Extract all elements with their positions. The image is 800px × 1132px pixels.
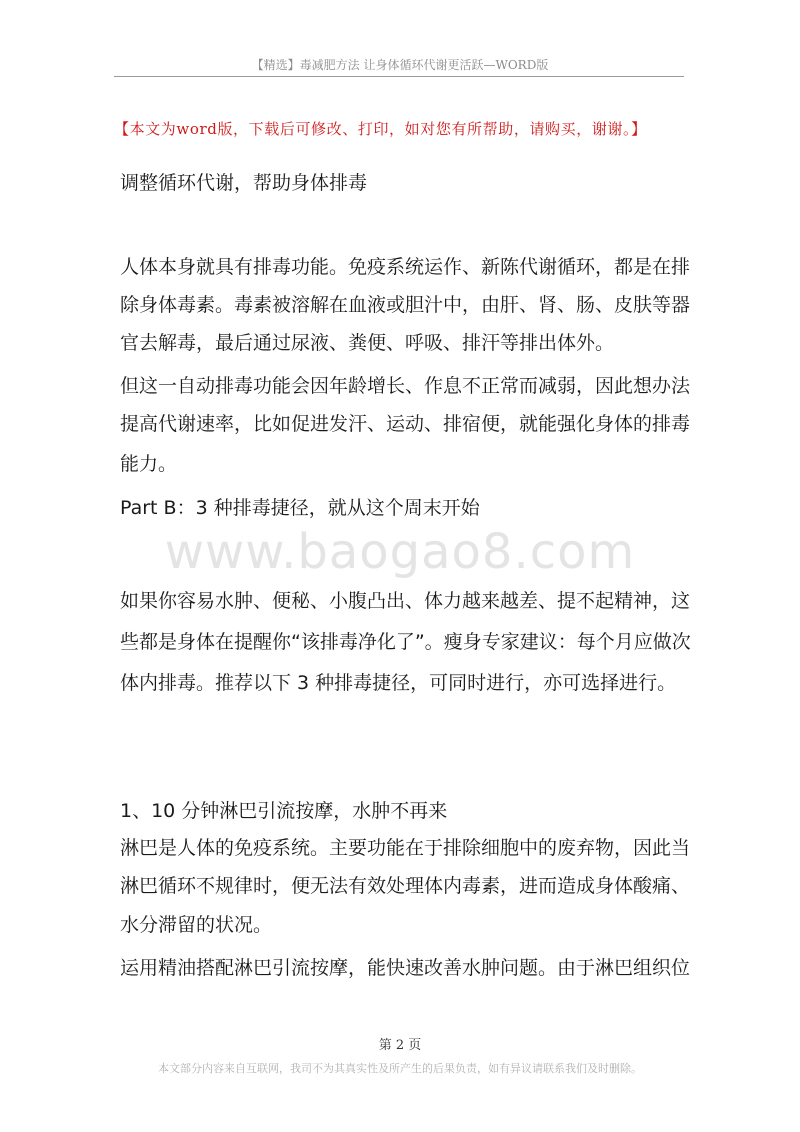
paragraph-line: 运用精油搭配淋巴引流按摩，能快速改善水肿问题。由于淋巴组织位 — [120, 957, 691, 979]
subsection-heading: 1、10 分钟淋巴引流按摩，水肿不再来 — [120, 800, 448, 822]
paragraph-line: 除身体毒素。毒素被溶解在血液或胆汁中，由肝、肾、肠、皮肤等器 — [120, 294, 691, 316]
paragraph-line: 体内排毒。推荐以下 3 种排毒捷径，可同时进行，亦可选择进行。 — [120, 672, 677, 694]
section-heading: 调整循环代谢，帮助身体排毒 — [120, 172, 368, 194]
watermark: www.baogao8.com — [164, 524, 636, 580]
paragraph-line: 但这一自动排毒功能会因年龄增长、作息不正常而减弱，因此想办法 — [120, 375, 691, 397]
paragraph-line: 如果你容易水肿、便秘、小腹凸出、体力越来越差、提不起精神，这 — [120, 590, 691, 612]
part-b-heading: Part B：3 种排毒捷径，就从这个周末开始 — [120, 497, 480, 519]
header-divider — [114, 76, 684, 77]
paragraph-line: 人体本身就具有排毒功能。免疫系统运作、新陈代谢循环，都是在排 — [120, 256, 691, 278]
footer-disclaimer: 本文部分内容来自互联网，我司不为其真实性及所产生的后果负责，如有异议请联系我们及时删除。 — [158, 1062, 642, 1075]
page-number: 第 2 页 — [378, 1038, 422, 1053]
paragraph-line: 些都是身体在提醒你“该排毒净化了”。瘦身专家建议：每个月应做次 — [120, 631, 691, 653]
document-header: 【精选】毒减肥方法 让身体循环代谢更活跃—WORD版 — [251, 58, 549, 72]
paragraph-line: 官去解毒，最后通过尿液、粪便、呼吸、排汗等排出体外。 — [120, 332, 615, 354]
paragraph-line: 淋巴循环不规律时，便无法有效处理体内毒素，进而造成身体酸痛、 — [120, 875, 691, 897]
paragraph-line: 能力。 — [120, 453, 178, 475]
paragraph-line: 提高代谢速率，比如促进发汗、运动、排宿便，就能强化身体的排毒 — [120, 413, 691, 435]
paragraph-line: 水分滞留的状况。 — [120, 914, 273, 936]
paragraph-line: 淋巴是人体的免疫系统。主要功能在于排除细胞中的废弃物，因此当 — [120, 837, 691, 859]
download-notice: 【本文为word版，下载后可修改、打印，如对您有所帮助，请购买，谢谢。】 — [114, 120, 647, 138]
